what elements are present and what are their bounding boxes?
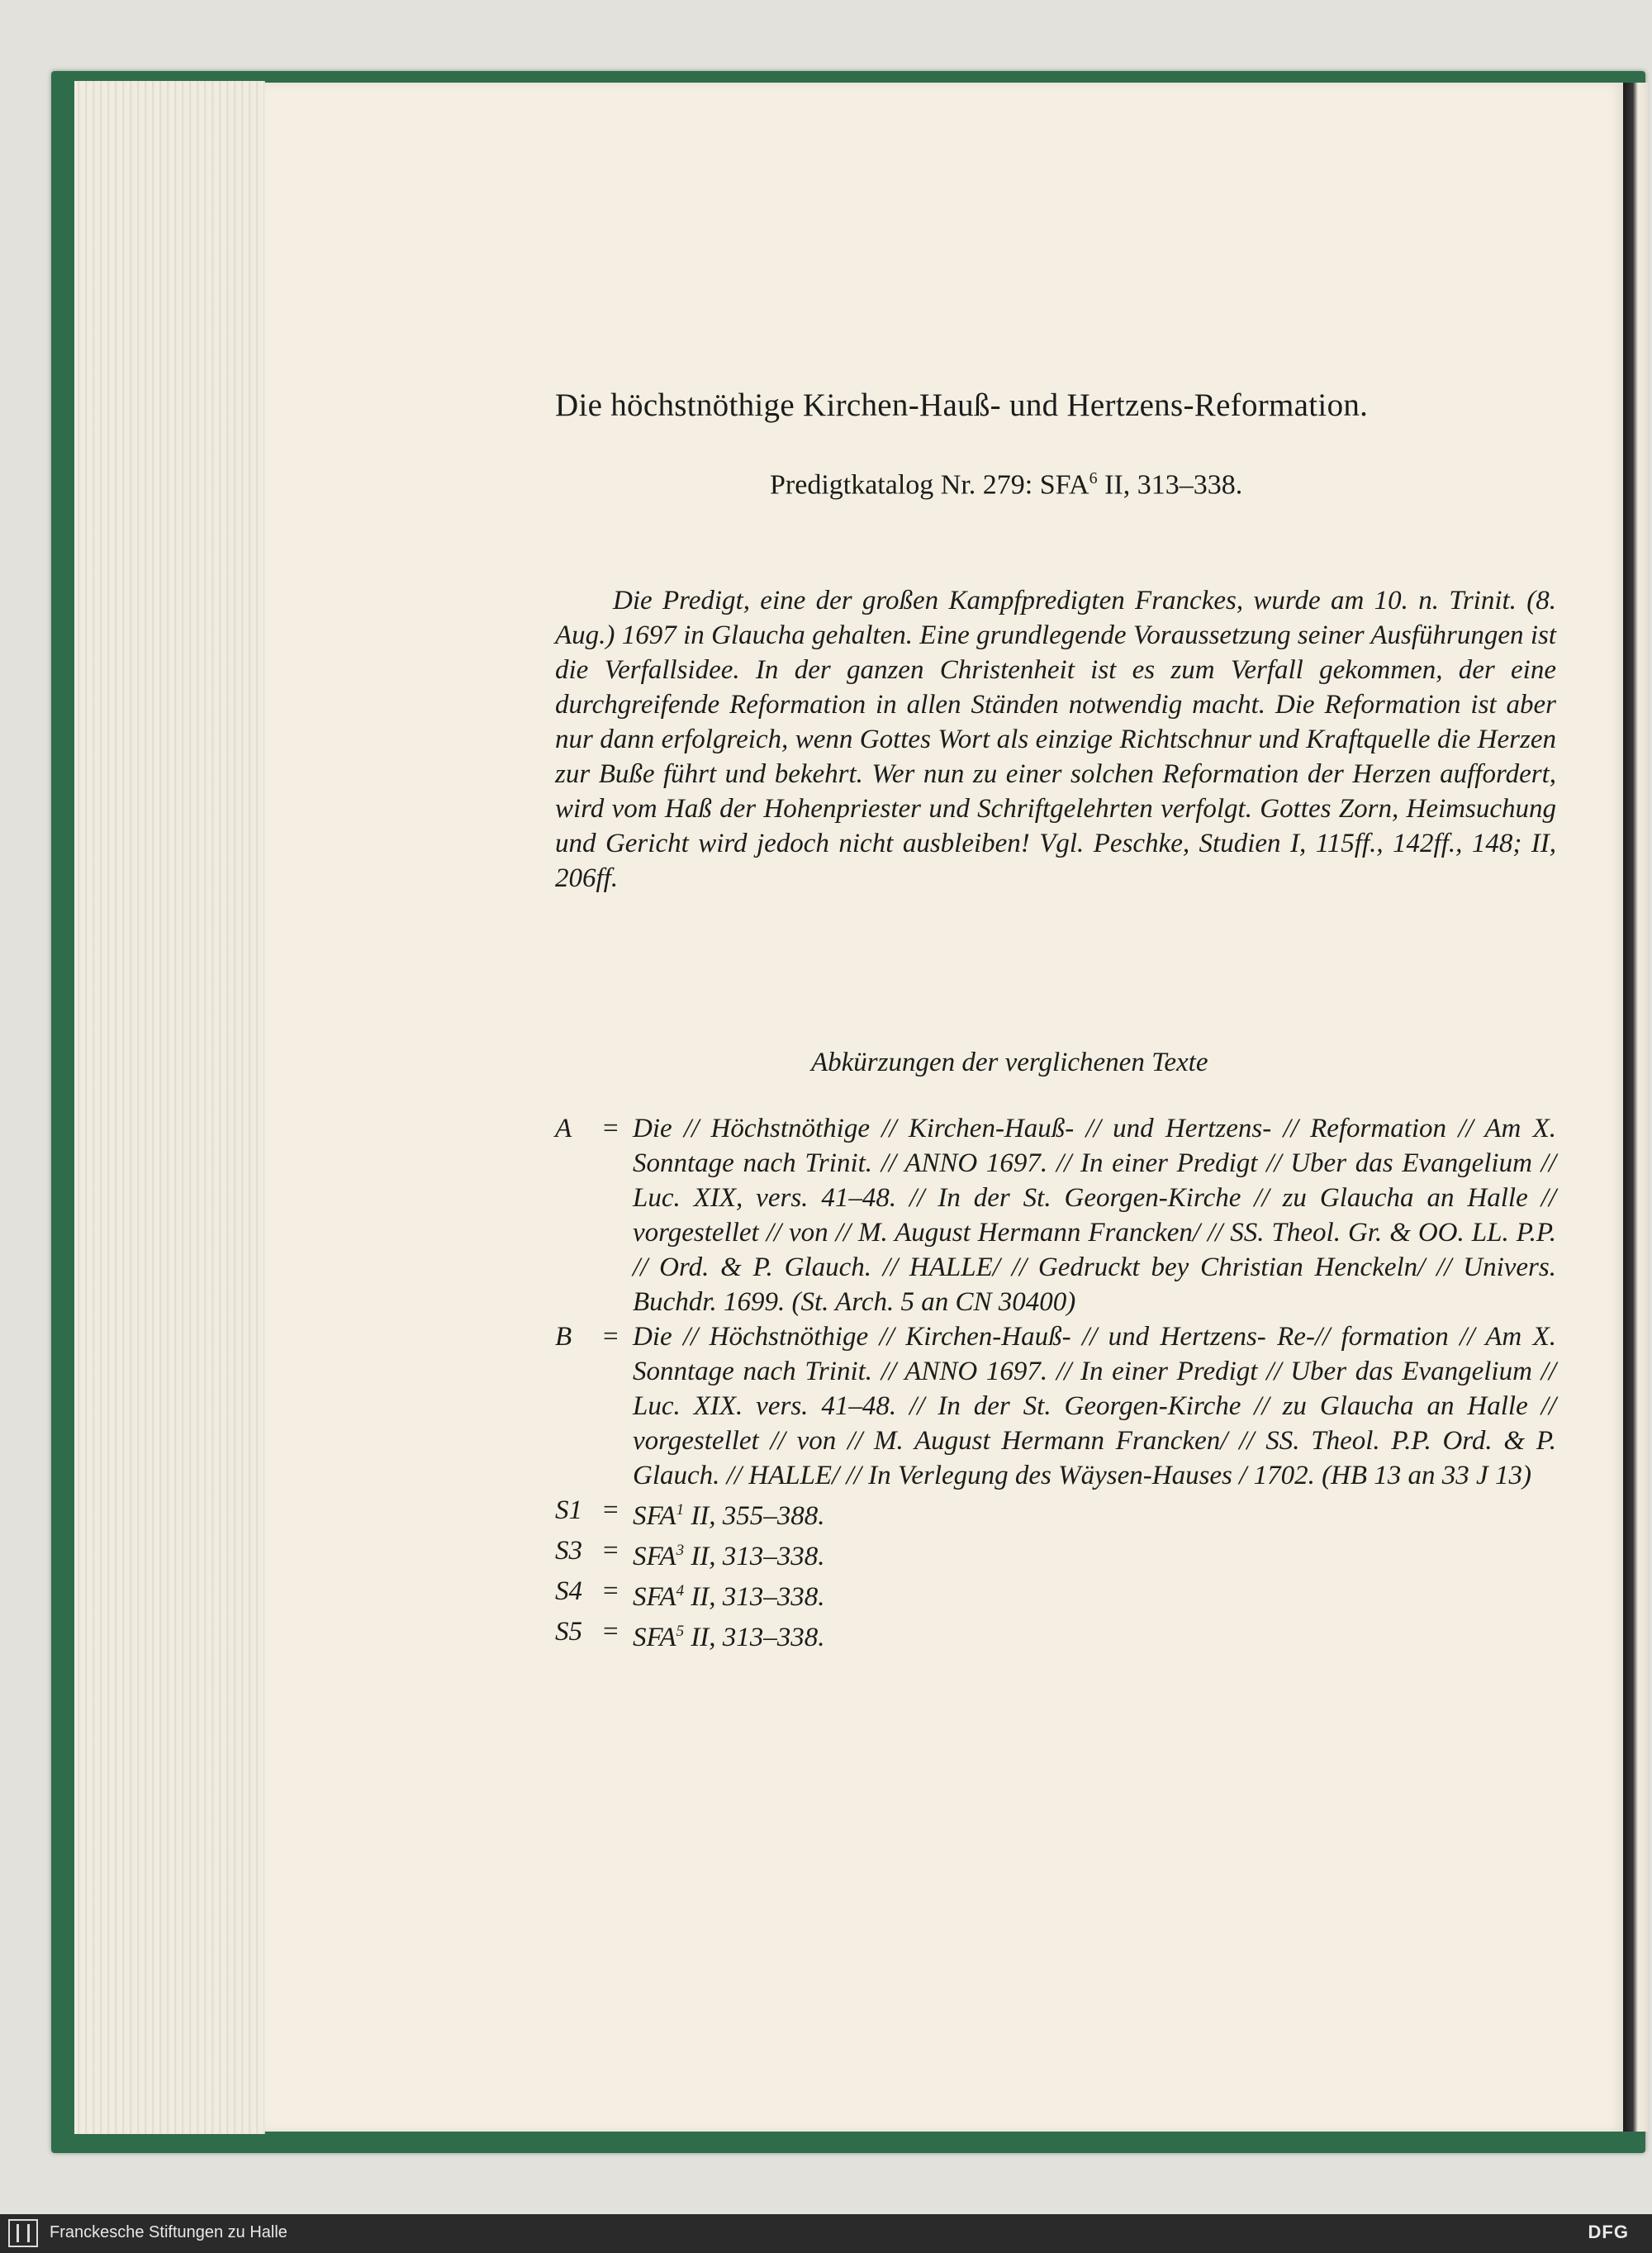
- abbr-equals: =: [603, 1322, 619, 1352]
- abbr-key: S5: [555, 1617, 582, 1647]
- abbreviations-list: [555, 1111, 1556, 1655]
- subtitle-prefix: Predigtkatalog Nr. 279: SFA: [770, 469, 1089, 501]
- abbr-value-prefix: SFA: [633, 1623, 676, 1652]
- abbr-equals: =: [603, 1114, 619, 1143]
- viewer-footer: [0, 2214, 1652, 2253]
- page-gutter: [1623, 83, 1648, 2132]
- abbr-entry: [555, 1111, 1556, 1319]
- footer-institution-label: Franckesche Stiftungen zu Halle: [50, 2223, 287, 2241]
- page-edges: [74, 81, 265, 2134]
- page-subtitle: [770, 469, 1513, 501]
- abbr-value: [633, 1574, 1556, 1614]
- abbr-value-suffix: II, 313–338.: [684, 1623, 825, 1652]
- abbr-superscript: 4: [676, 1582, 685, 1599]
- subtitle-superscript: 6: [1089, 469, 1098, 487]
- abbr-value-suffix: II, 313–338.: [684, 1582, 825, 1612]
- abbr-superscript: 1: [676, 1501, 685, 1519]
- abbreviations-heading: Abkürzungen der verglichenen Texte: [811, 1048, 1208, 1077]
- abbr-value: [633, 1493, 1556, 1533]
- abbr-equals: =: [603, 1576, 619, 1606]
- abbr-value-suffix: II, 313–338.: [684, 1542, 825, 1571]
- abbr-value: Die // Höchstnöthige // Kirchen-Hauß- // und Hertzens- // Reformation // Am X. Sonntage nach Trinit. // ANNO 1697. // In einer Predigt // Uber das Evangelium // Luc. XIX, vers. 41–48. // In der St. Georgen-Kirche // zu Glaucha an Halle // vorgestellet // von // M. August Hermann Francken/ // SS. Theol. Gr. & OO. LL. P.P. // Ord. & P. Glauch. // HALLE/ // Gedruckt bey Christian Henckeln/ // Univers. Buchdr. 1699. (St. Arch. 5 an CN 30400): [633, 1114, 1556, 1317]
- abbr-entry: [555, 1319, 1556, 1493]
- abbr-value-prefix: SFA: [633, 1501, 676, 1531]
- institution-logo-icon: [8, 2219, 38, 2247]
- page-title: Die höchstnöthige Kirchen-Hauß- und Hertzens-Reformation.: [555, 387, 1369, 423]
- abbr-key: S1: [555, 1495, 582, 1525]
- abbr-value-prefix: SFA: [633, 1582, 676, 1612]
- abbr-entry: [555, 1533, 1556, 1574]
- abbr-key: B: [555, 1322, 572, 1352]
- dfg-logo: DFG: [1588, 2222, 1629, 2242]
- subtitle-suffix: II, 313–338.: [1097, 469, 1243, 501]
- abbr-equals: =: [603, 1495, 619, 1525]
- abbr-equals: =: [603, 1536, 619, 1566]
- abbr-superscript: 3: [676, 1542, 685, 1559]
- abbr-entry: [555, 1614, 1556, 1655]
- abbr-value: Die // Höchstnöthige // Kirchen-Hauß- // und Hertzens- Re-// formation // Am X. Sonntage nach Trinit. // ANNO 1697. // In einer Predigt // Uber das Evangelium // Luc. XIX. vers. 41–48. // In der St. Georgen-Kirche // zu Glaucha an Halle // vorgestellet // von // M. August Hermann Francken/ // SS. Theol. P.P. Ord. & P. Glauch. // HALLE/ // In Verlegung des Wäysen-Hauses / 1702. (HB 13 an 33 J 13): [633, 1322, 1556, 1490]
- abbr-key: S4: [555, 1576, 582, 1606]
- abbr-value: [633, 1533, 1556, 1574]
- abbr-entry: [555, 1574, 1556, 1614]
- abbr-entry: [555, 1493, 1556, 1533]
- abbr-equals: =: [603, 1617, 619, 1647]
- intro-paragraph: Die Predigt, eine der großen Kampfpredigten Franckes, wurde am 10. n. Trinit. (8. Aug.) 1697 in Glaucha gehalten. Eine grundlegende Voraussetzung seiner Ausführungen ist die Verfallsidee. In der ganzen Christenheit ist es zum Verfall gekommen, der eine durchgreifende Reformation in allen Ständen notwendig macht. Die Reformation ist aber nur dann erfolgreich, wenn Gottes Wort als einzige Richtschnur und Kraftquelle die Herzen zur Buße führt und bekehrt. Wer nun zu einer solchen Reformation der Herzen auffordert, wird vom Haß der Hohenpriester und Schriftgelehrten verfolgt. Gottes Zorn, Heimsuchung und Gericht wird jedoch nicht ausbleiben! Vgl. Peschke, Studien I, 115ff., 142ff., 148; II, 206ff.: [555, 586, 1556, 893]
- abbr-value-prefix: SFA: [633, 1542, 676, 1571]
- abbr-value: [633, 1614, 1556, 1655]
- abbr-key: S3: [555, 1536, 582, 1566]
- abbr-value-suffix: II, 355–388.: [684, 1501, 825, 1531]
- abbr-superscript: 5: [676, 1623, 685, 1640]
- abbr-key: A: [555, 1114, 572, 1143]
